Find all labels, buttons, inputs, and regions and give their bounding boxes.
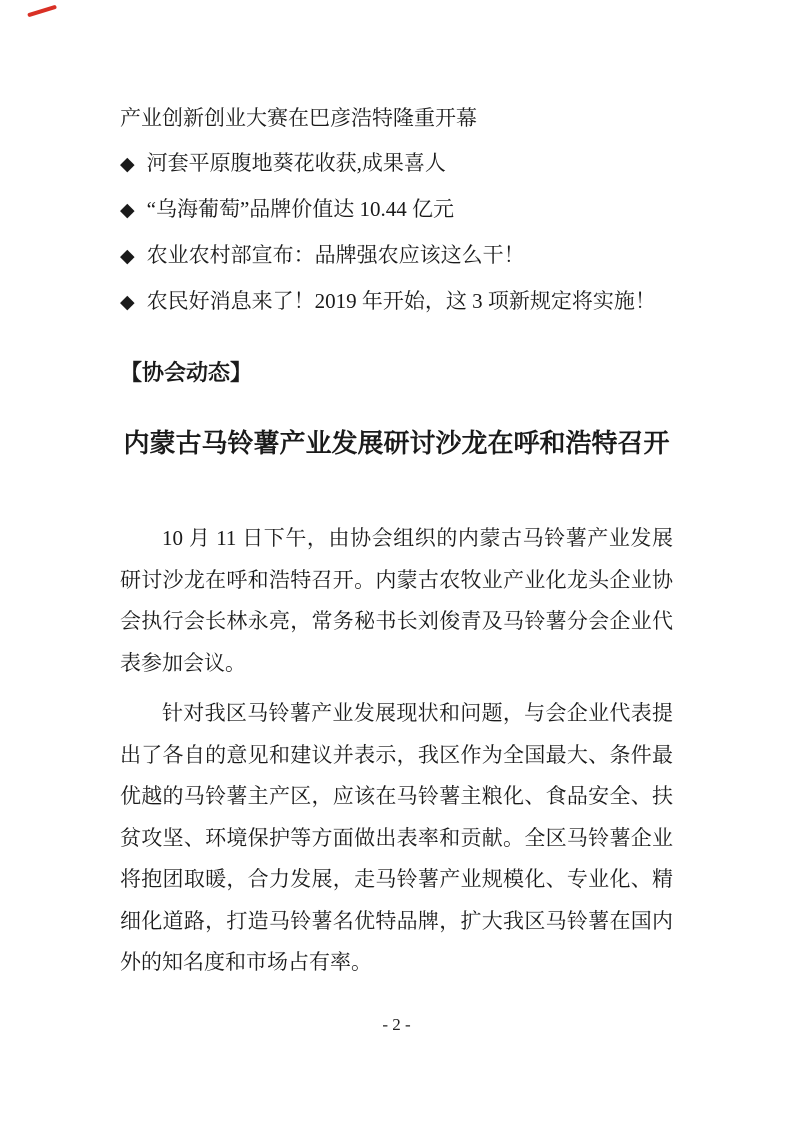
headline-list: [120, 96, 673, 325]
diamond-bullet-icon: ◆: [120, 199, 135, 221]
headline-item-text: 农民好消息来了！2019 年开始，这 3 项新规定将实施！: [146, 289, 656, 313]
page-content: [120, 0, 673, 984]
headline-item: [120, 141, 673, 187]
diamond-bullet-icon: ◆: [120, 153, 135, 175]
diamond-bullet-icon: ◆: [120, 245, 135, 267]
page-number: - 2 -: [382, 1015, 411, 1034]
article-paragraph: 10 月 11 日下午，由协会组织的内蒙古马铃薯产业发展研讨沙龙在呼和浩特召开。内蒙古农牧业产业化龙头企业协会执行会长林永亮，常务秘书长刘俊青及马铃薯分会企业代表参加会议。: [120, 526, 673, 675]
headline-item-text: 农业农村部宣布：品牌强农应该这么干！: [146, 243, 525, 267]
headline-item: [120, 279, 673, 325]
diamond-bullet-icon: ◆: [120, 291, 135, 313]
headline-item-text: “乌海葡萄”品牌价值达 10.44 亿元: [146, 197, 455, 221]
article-title: 内蒙古马铃薯产业发展研讨沙龙在呼和浩特召开: [123, 429, 670, 458]
headline-continuation-line: 产业创新创业大赛在巴彦浩特隆重开幕: [120, 106, 477, 130]
headline-item-text: 河套平原腹地葵花收获,成果喜人: [146, 151, 446, 175]
red-pen-corner-mark: [27, 5, 57, 17]
headline-item: [120, 233, 673, 279]
article-paragraph: 针对我区马铃薯产业发展现状和问题，与会企业代表提出了各自的意见和建议并表示，我区作为全国最大、条件最优越的马铃薯主产区，应该在马铃薯主粮化、食品安全、扶贫攻坚、环境保护等方面做出表率和贡献。全区马铃薯企业将抱团取暖，合力发展，走马铃薯产业规模化、专业化、精细化道路，打造马铃薯名优特品牌，扩大我区马铃薯在国内外的知名度和市场占有率。: [120, 701, 673, 974]
section-label: 【协会动态】: [120, 360, 253, 385]
headline-item: [120, 187, 673, 233]
